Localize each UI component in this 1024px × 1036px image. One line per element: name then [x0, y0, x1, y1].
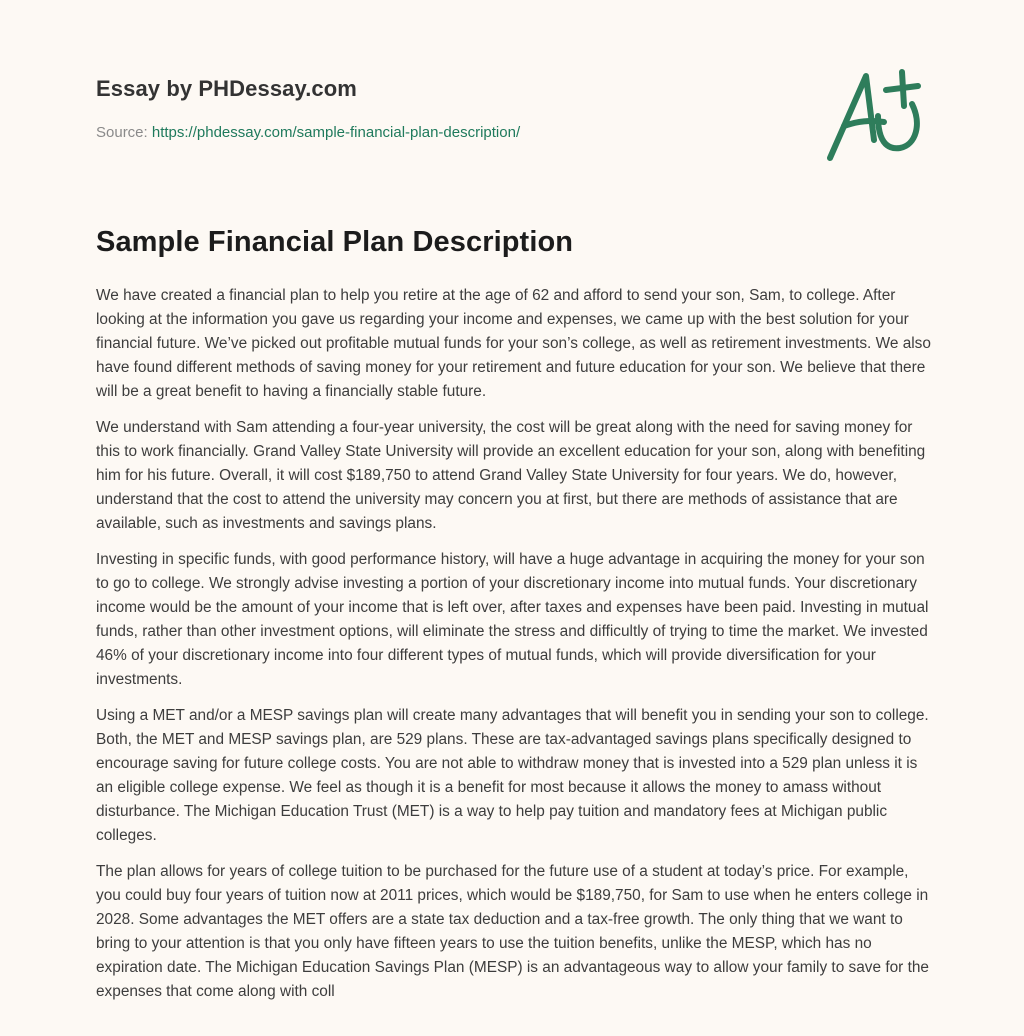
- a-plus-grade-icon: [818, 66, 936, 166]
- paragraph: The plan allows for years of college tuition to be purchased for the future use of a student at today’s price. For example, you could buy four years of tuition now at 2011 prices, which would be $189,750, for Sam to use when he enters college in 2028. Some advantages the MET offers are a state tax deduction and a tax-free growth. The only thing that we want to bring to your attention is that you only have fifteen years to use the tuition benefits, unlike the MESP, which has no expiration date. The Michigan Education Savings Plan (MESP) is an advantageous way to allow your family to save for the expenses that come along with coll: [96, 863, 929, 1000]
- paragraph: We understand with Sam attending a four-year university, the cost will be great along with the need for saving money for this to work financially. Grand Valley State University will provide an excellent education for your son, along with benefiting him for his future. Overall, it will cost $189,750 to attend Grand Valley State University for four years. We do, however, understand that the cost to attend the university may concern you at first, but there are methods of assistance that are available, such as investments and savings plans.: [96, 419, 926, 532]
- paragraph: We have created a financial plan to help you retire at the age of 62 and afford to send your son, Sam, to college. After looking at the information you gave us regarding your income and expenses, we came up with the best solution for your financial future. We’ve picked out profitable mutual funds for your son’s college, as well as retirement investments. We also have found different methods of saving money for your retirement and future education for your son. We believe that there will be a great benefit to having a financially stable future.: [96, 287, 931, 400]
- article-body: [96, 284, 934, 1016]
- brand-title: Essay by PHDessay.com: [96, 76, 357, 101]
- paragraph: Investing in specific funds, with good performance history, will have a huge advantage in acquiring the money for your son to go to college. We strongly advise investing a portion of your discretionary income into mutual funds. Your discretionary income would be the amount of your income that is left over, after taxes and expenses have been paid. Investing in mutual funds, rather than other investment options, will eliminate the stress and difficultly of trying to time the market. We invested 46% of your discretionary income into four different types of mutual funds, which will provide diversification for your investments.: [96, 551, 929, 688]
- source-label: Source:: [96, 124, 148, 141]
- article-title: Sample Financial Plan Description: [96, 226, 574, 258]
- paragraph: Using a MET and/or a MESP savings plan will create many advantages that will benefit you in sending your son to college. Both, the MET and MESP savings plan, are 529 plans. These are tax-advantaged savings plans specifically designed to encourage saving for future college costs. You are not able to withdraw money that is invested into a 529 plan unless it is an eligible college expense. We feel as though it is a benefit for most because it allows the money to amass without disturbance. The Michigan Education Trust (MET) is a way to help pay tuition and mandatory fees at Michigan public colleges.: [96, 707, 929, 844]
- source-link[interactable]: https://phdessay.com/sample-financial-plan-description/: [151, 124, 521, 141]
- source-line: [96, 124, 520, 141]
